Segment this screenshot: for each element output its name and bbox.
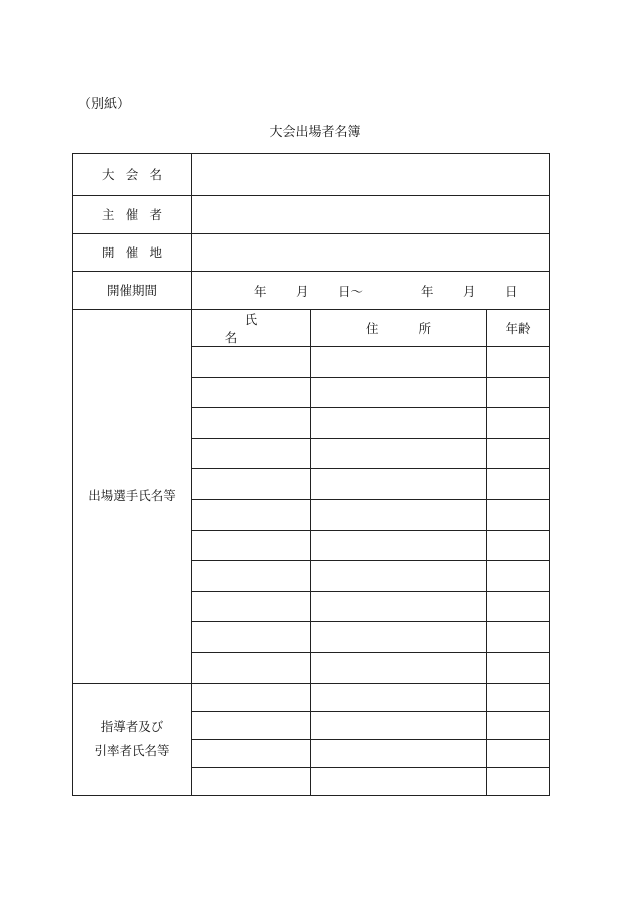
- age-cell[interactable]: [487, 739, 550, 767]
- name-cell[interactable]: [192, 438, 311, 469]
- address-cell[interactable]: [311, 739, 487, 767]
- address-cell[interactable]: [311, 377, 487, 408]
- name-cell[interactable]: [192, 469, 311, 500]
- address-cell[interactable]: [311, 652, 487, 683]
- event-name-field[interactable]: [192, 154, 550, 196]
- event-name-label: 大会名: [73, 154, 192, 196]
- address-cell[interactable]: [311, 711, 487, 739]
- name-cell[interactable]: [192, 683, 311, 711]
- address-cell[interactable]: [311, 347, 487, 378]
- period-start-day: 日～: [338, 283, 364, 299]
- age-cell[interactable]: [487, 530, 550, 561]
- table-row: [73, 683, 550, 711]
- page-title: 大会出場者名簿: [269, 125, 361, 140]
- organizer-label: 主催者: [73, 196, 192, 234]
- age-cell[interactable]: [487, 499, 550, 530]
- name-cell[interactable]: [192, 739, 311, 767]
- period-end-year: 年: [421, 283, 434, 299]
- name-cell[interactable]: [192, 767, 311, 795]
- period-start-year: 年: [254, 283, 267, 299]
- name-cell[interactable]: [192, 377, 311, 408]
- organizer-row: [73, 196, 550, 234]
- address-cell[interactable]: [311, 408, 487, 439]
- name-cell[interactable]: [192, 530, 311, 561]
- name-cell[interactable]: [192, 561, 311, 592]
- age-cell[interactable]: [487, 711, 550, 739]
- participants-header-row: [73, 310, 550, 347]
- attachment-note: （別紙）: [78, 97, 131, 112]
- period-end-day: 日: [505, 283, 518, 299]
- age-cell[interactable]: [487, 347, 550, 378]
- name-cell[interactable]: [192, 711, 311, 739]
- address-cell[interactable]: [311, 683, 487, 711]
- roster-form: [72, 153, 550, 796]
- name-cell[interactable]: [192, 347, 311, 378]
- age-cell[interactable]: [487, 652, 550, 683]
- address-cell[interactable]: [311, 438, 487, 469]
- address-cell[interactable]: [311, 591, 487, 622]
- address-cell[interactable]: [311, 469, 487, 500]
- age-cell[interactable]: [487, 469, 550, 500]
- name-cell[interactable]: [192, 408, 311, 439]
- address-cell[interactable]: [311, 622, 487, 653]
- age-cell[interactable]: [487, 377, 550, 408]
- address-cell[interactable]: [311, 530, 487, 561]
- address-cell[interactable]: [311, 561, 487, 592]
- address-cell[interactable]: [311, 767, 487, 795]
- event-name-row: [73, 154, 550, 196]
- address-cell[interactable]: [311, 499, 487, 530]
- period-field[interactable]: [192, 272, 550, 310]
- age-cell[interactable]: [487, 561, 550, 592]
- leaders-label: 指導者及び 引率者氏名等: [73, 683, 192, 795]
- participants-label: 出場選手氏名等: [73, 310, 192, 684]
- period-start-month: 月: [296, 283, 309, 299]
- age-cell[interactable]: [487, 438, 550, 469]
- age-cell[interactable]: [487, 767, 550, 795]
- column-address-header: 住所: [311, 310, 487, 347]
- name-cell[interactable]: [192, 591, 311, 622]
- column-age-header: 年齢: [487, 310, 550, 347]
- name-cell[interactable]: [192, 622, 311, 653]
- age-cell[interactable]: [487, 622, 550, 653]
- age-cell[interactable]: [487, 683, 550, 711]
- age-cell[interactable]: [487, 408, 550, 439]
- venue-label: 開催地: [73, 234, 192, 272]
- name-cell[interactable]: [192, 499, 311, 530]
- age-cell[interactable]: [487, 591, 550, 622]
- venue-row: [73, 234, 550, 272]
- period-row: [73, 272, 550, 310]
- name-cell[interactable]: [192, 652, 311, 683]
- column-name-header: 氏名: [192, 310, 311, 347]
- venue-field[interactable]: [192, 234, 550, 272]
- period-label: 開催期間: [73, 272, 192, 310]
- organizer-field[interactable]: [192, 196, 550, 234]
- period-end-month: 月: [463, 283, 476, 299]
